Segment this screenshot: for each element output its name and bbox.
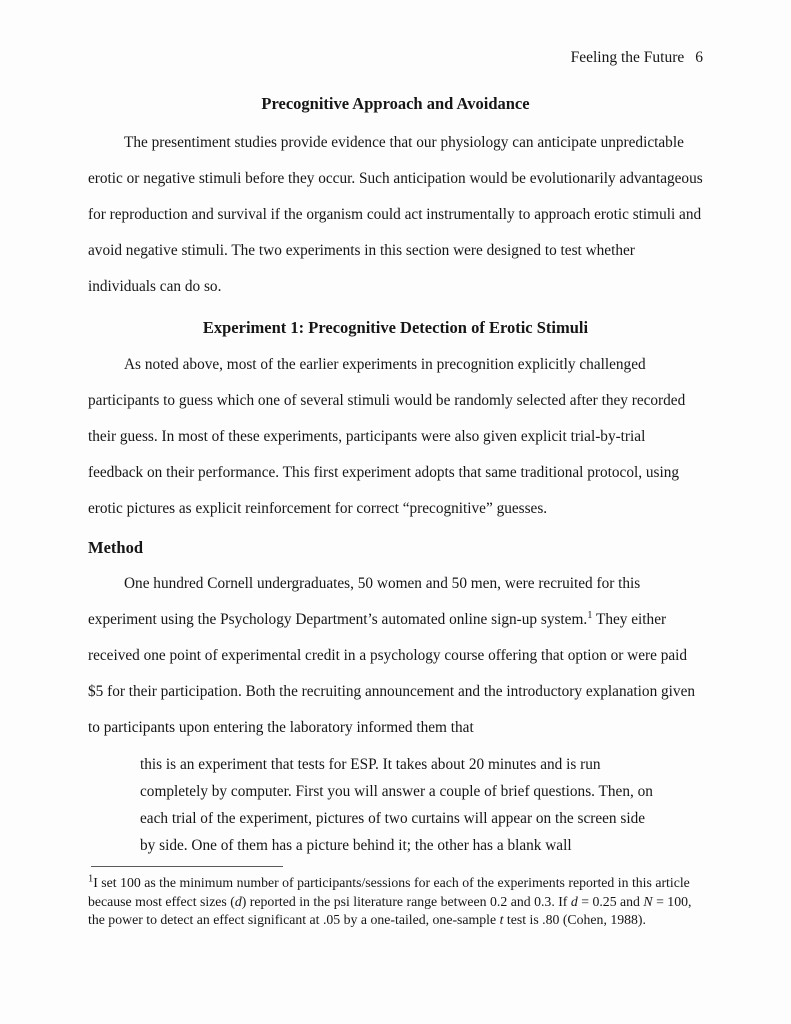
footnote-text: test is .80 (Cohen, 1988). [503, 912, 646, 927]
footnote-text: = 0.25 and [577, 893, 644, 909]
footnote-text-italic-d: d [570, 893, 578, 909]
footnote-reference: 1 [587, 609, 593, 621]
running-head [88, 49, 703, 67]
method-paragraph [88, 566, 703, 746]
method-paragraph-text: One hundred Cornell undergraduates, 50 women and 50 men, were recruited for this experiment using the Psychology Department’s automated online sign-up system. [88, 575, 641, 628]
page-number: 6 [695, 49, 703, 66]
method-paragraph-text-continued: They either received one point of experimental credit in a psychology course offering that option or were paid $5 for their participation. Both the recruiting announcement and the introductory explanation given to participants upon entering the laboratory informed them that [88, 611, 696, 736]
footnote [88, 874, 703, 930]
footnote-text: = 100, the power to detect an effect significant at .05 by a one-tailed, one-sample [88, 893, 692, 927]
footnote-text-italic-t: t [499, 912, 504, 927]
method-heading: Method [88, 538, 143, 557]
instructions-blockquote: this is an experiment that tests for ESP. It takes about 20 minutes and is run completely by computer. First you will answer a couple of brief questions. Then, on each trial of the experiment, pictures of two curtains will appear on the screen side by side. One of them has a picture behind it; the other has a blank wall [140, 756, 653, 854]
footnote-separator-rule [91, 866, 283, 867]
section-title: Precognitive Approach and Avoidance [261, 94, 530, 113]
experiment1-paragraph: As noted above, most of the earlier experiments in precognition explicitly challenged participants to guess which one of several stimuli would be randomly selected after they recorded their guess. In most of these experiments, participants were also given explicit trial-by-trial feedback on their performance. This first experiment adopts that same traditional protocol, using erotic pictures as explicit reinforcement for correct “precognitive” guesses. [88, 356, 686, 517]
running-head-text: Feeling the Future [570, 49, 685, 66]
intro-paragraph: The presentiment studies provide evidence that our physiology can anticipate unpredictable erotic or negative stimuli before they occur. Such anticipation would be evolutionarily advantageous for reproduction and survival if the organism could act instrumentally to approach erotic stimuli and avoid negative stimuli. The two experiments in this section were designed to test whether individuals can do so. [88, 134, 703, 295]
footnote-marker: 1 [88, 873, 94, 885]
footnote-text-italic-d: d [234, 893, 242, 909]
footnote-text: ) reported in the psi literature range between 0.2 and 0.3. If [241, 893, 571, 909]
footnote-text: I set 100 as the minimum number of participants/sessions for each of the experiments reported in this article because most effect sizes ( [88, 875, 690, 909]
experiment1-heading: Experiment 1: Precognitive Detection of Erotic Stimuli [202, 318, 589, 337]
footnote-text-italic-n: N [643, 893, 653, 909]
